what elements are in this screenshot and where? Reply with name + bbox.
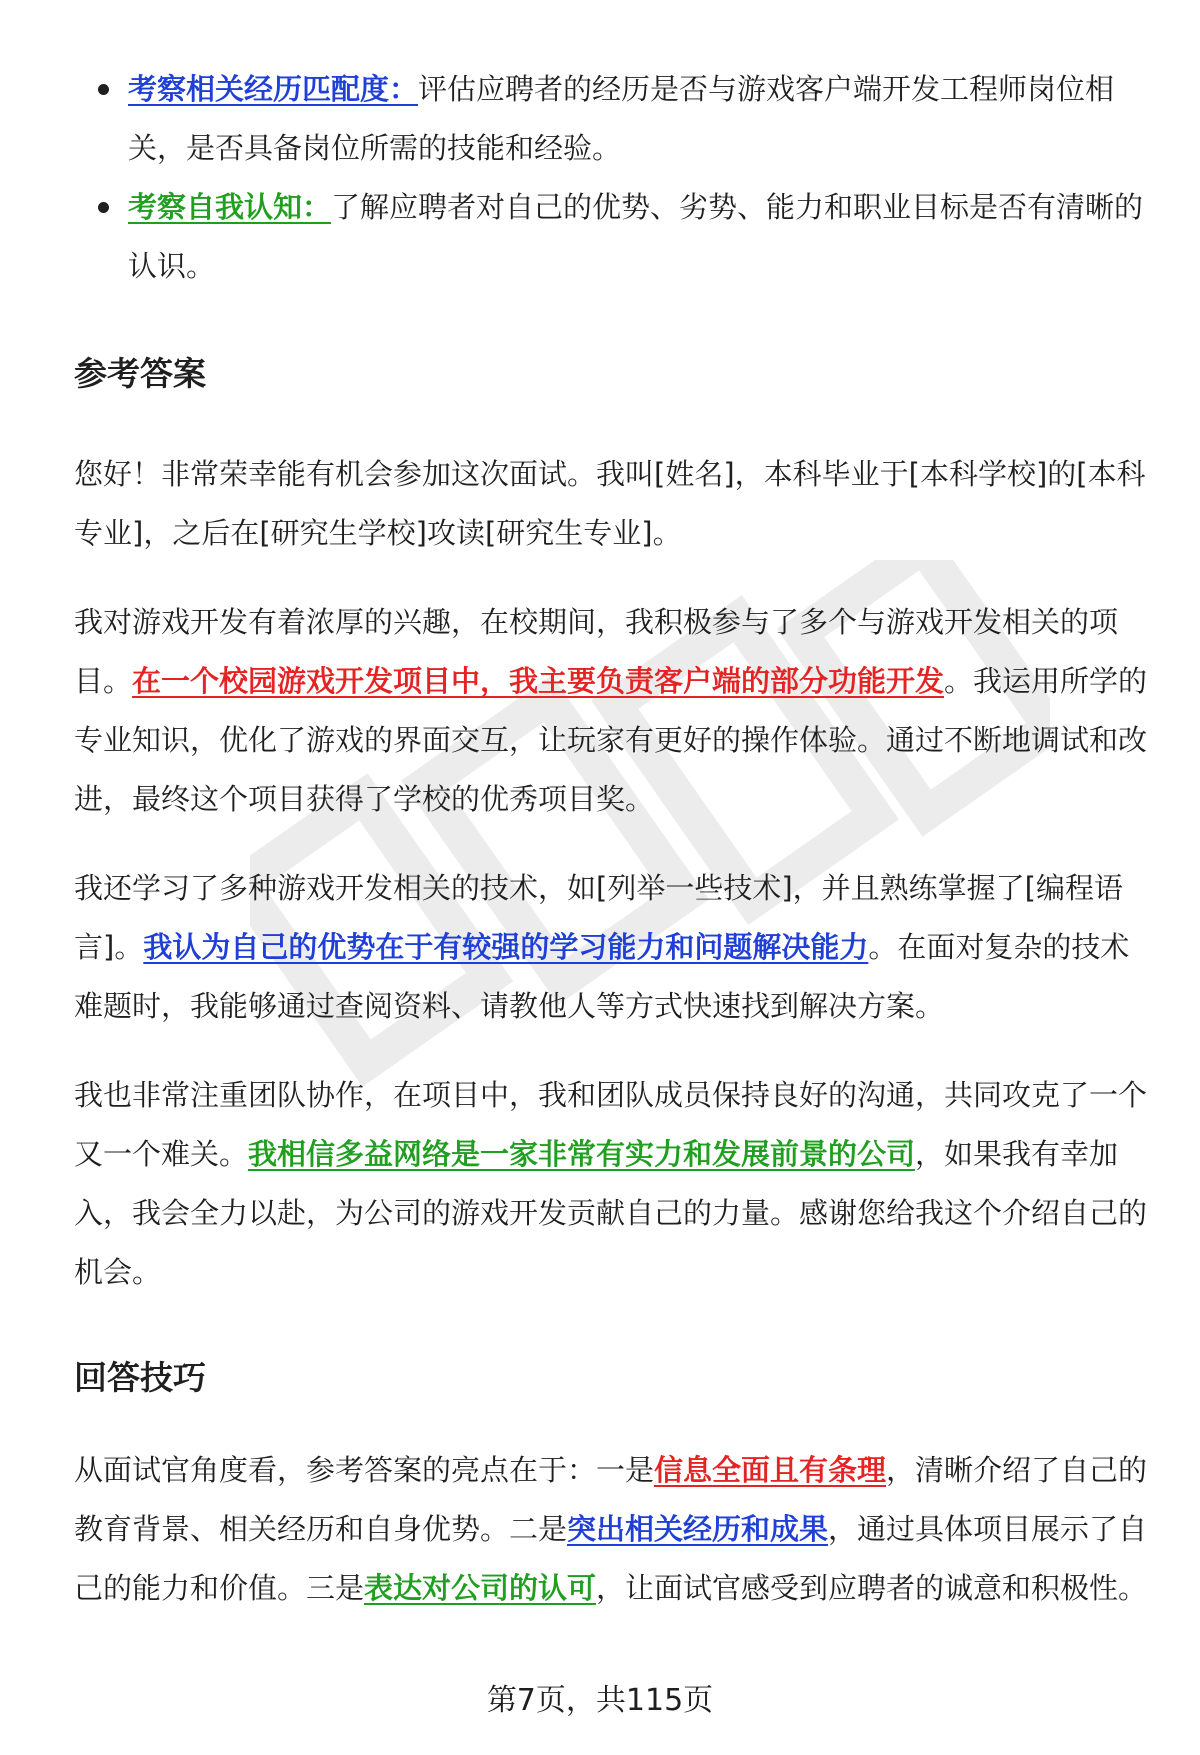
highlight-text: 我认为自己的优势在于有较强的学习能力和问题解决能力 (143, 930, 869, 964)
paragraph-text: ，如果我有幸加入，我会全力以赴，为公司的游戏开发贡献自己的力量。感谢您给我这个介绍自己的机会。 (74, 1137, 1148, 1289)
criteria-item (74, 178, 1154, 296)
paragraph-text: 我还学习了多种游戏开发相关的技术，如[列举一些技术]，并且熟练掌握了[编程语言]。 (74, 871, 1123, 964)
paragraph-text: 从面试官角度看，参考答案的亮点在于：一是 (74, 1453, 655, 1487)
paragraph-text: 我对游戏开发有着浓厚的兴趣，在校期间，我积极参与了多个与游戏开发相关的项目。 (74, 605, 1119, 698)
criteria-text: 了解应聘者对自己的优势、劣势、能力和职业目标是否有清晰的认识。 (128, 190, 1144, 283)
bullet-icon (98, 202, 109, 213)
criteria-label: 考察自我认知： (128, 190, 332, 224)
criteria-label: 考察相关经历匹配度： (128, 72, 419, 106)
highlight-text: 信息全面且有条理 (654, 1453, 887, 1487)
highlight-text: 我相信多益网络是一家非常有实力和发展前景的公司 (248, 1137, 916, 1171)
answer-paragraph-teamwork (74, 1066, 1154, 1302)
answer-paragraph-intro: 您好！非常荣幸能有机会参加这次面试。我叫[姓名]，本科毕业于[本科学校]的[本科专业]，之后在[研究生学校]攻读[研究生专业]。 (74, 457, 1146, 550)
criteria-text: 评估应聘者的经历是否与游戏客户端开发工程师岗位相关，是否具备岗位所需的技能和经验。 (128, 72, 1115, 165)
criteria-item (74, 60, 1154, 178)
highlight-text: 在一个校园游戏开发项目中，我主要负责客户端的部分功能开发 (132, 664, 945, 698)
bullet-icon (98, 84, 109, 95)
answer-paragraph-project (74, 593, 1154, 829)
paragraph-text: ，清晰介绍了自己的教育背景、相关经历和自身优势。二是 (74, 1453, 1148, 1546)
reference-answer-heading: 参考答案 (74, 354, 206, 393)
document-body (74, 60, 1154, 1648)
paragraph-text: 。我运用所学的专业知识，优化了游戏的界面交互，让玩家有更好的操作体验。通过不断地调试和改进，最终这个项目获得了学校的优秀项目奖。 (74, 664, 1148, 816)
answer-paragraph-skills (74, 859, 1154, 1036)
paragraph-text: ，通过具体项目展示了自己的能力和价值。三是 (74, 1512, 1148, 1605)
paragraph-text: 。在面对复杂的技术难题时，我能够通过查阅资料、请教他人等方式快速找到解决方案。 (74, 930, 1130, 1023)
page-number: 第7页，共115页 (486, 1683, 714, 1718)
highlight-text: 表达对公司的认可 (364, 1571, 597, 1605)
tips-paragraph (74, 1441, 1154, 1618)
paragraph-text: 我也非常注重团队协作，在项目中，我和团队成员保持良好的沟通，共同攻克了一个又一个难关。 (74, 1078, 1148, 1171)
highlight-text: 突出相关经历和成果 (567, 1512, 829, 1546)
paragraph-text: ，让面试官感受到应聘者的诚意和积极性。 (596, 1571, 1148, 1605)
evaluation-criteria-list (74, 60, 1154, 296)
answer-tips-heading: 回答技巧 (74, 1358, 206, 1397)
